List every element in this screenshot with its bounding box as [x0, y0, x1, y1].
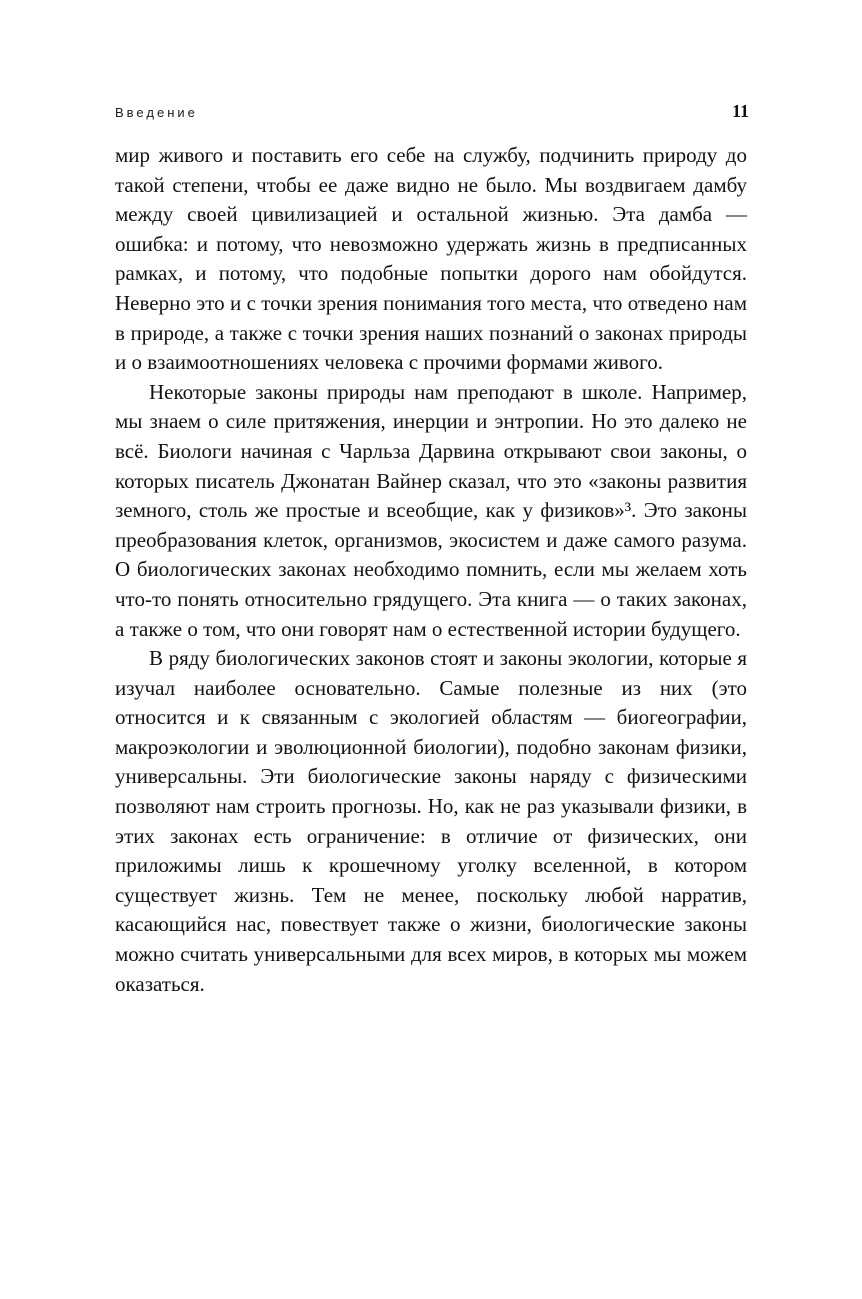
paragraph-2: Некоторые законы природы нам преподают в школе. Например, мы знаем о силе притяжения, инерции и энтропии. Но это далеко не всё. Биологи начиная с Чарльза Дарвина открывают свои законы, о которых писатель Джонатан Вайнер сказал, что это «законы развития земного, столь же простые и всеобщие, как у физиков»³. Это законы преобразования клеток, организмов, экосистем и даже самого разума. О биологических законах необходимо помнить, если мы желаем хоть что-то понять относительно грядущего. Эта книга — о таких законах, а также о том, что они говорят нам о естественной истории будущего.	[115, 379, 747, 641]
page-header	[115, 101, 749, 122]
paragraph-3: В ряду биологических законов стоят и законы экологии, которые я изучал наиболее основательно. Самые полезные из них (это относится и к связанным с экологией областям — биогеографии, макроэкологии и эволюционной биологии), подобно законам физики, универсальны. Эти биологические законы наряду с физическими позволяют нам строить прогнозы. Но, как не раз указывали физики, в этих законах есть ограничение: в отличие от физических, они приложимы лишь к крошечному уголку вселенной, в котором существует жизнь. Тем не менее, поскольку любой нарратив, касающийся нас, повествует также о жизни, биологические законы можно считать универсальными для всех миров, в которых мы можем оказаться.	[115, 646, 747, 996]
paragraph-1: мир живого и поставить его себе на службу, подчинить природу до такой степени, чтобы ее даже видно не было. Мы воздвигаем дамбу между своей цивилизацией и остальной жизнью. Эта дамба — ошибка: и потому, что невозможно удержать жизнь в предписанных рамках, и потому, что подобные попытки дорого нам обойдутся. Неверно это и с точки зрения понимания того места, что отведено нам в природе, а также с точки зрения наших познаний о законах природы и о взаимоотношениях человека с прочими формами живого.	[115, 143, 747, 375]
page-body	[115, 141, 747, 999]
running-head: Введение	[115, 105, 198, 120]
page-number: 11	[731, 101, 749, 121]
